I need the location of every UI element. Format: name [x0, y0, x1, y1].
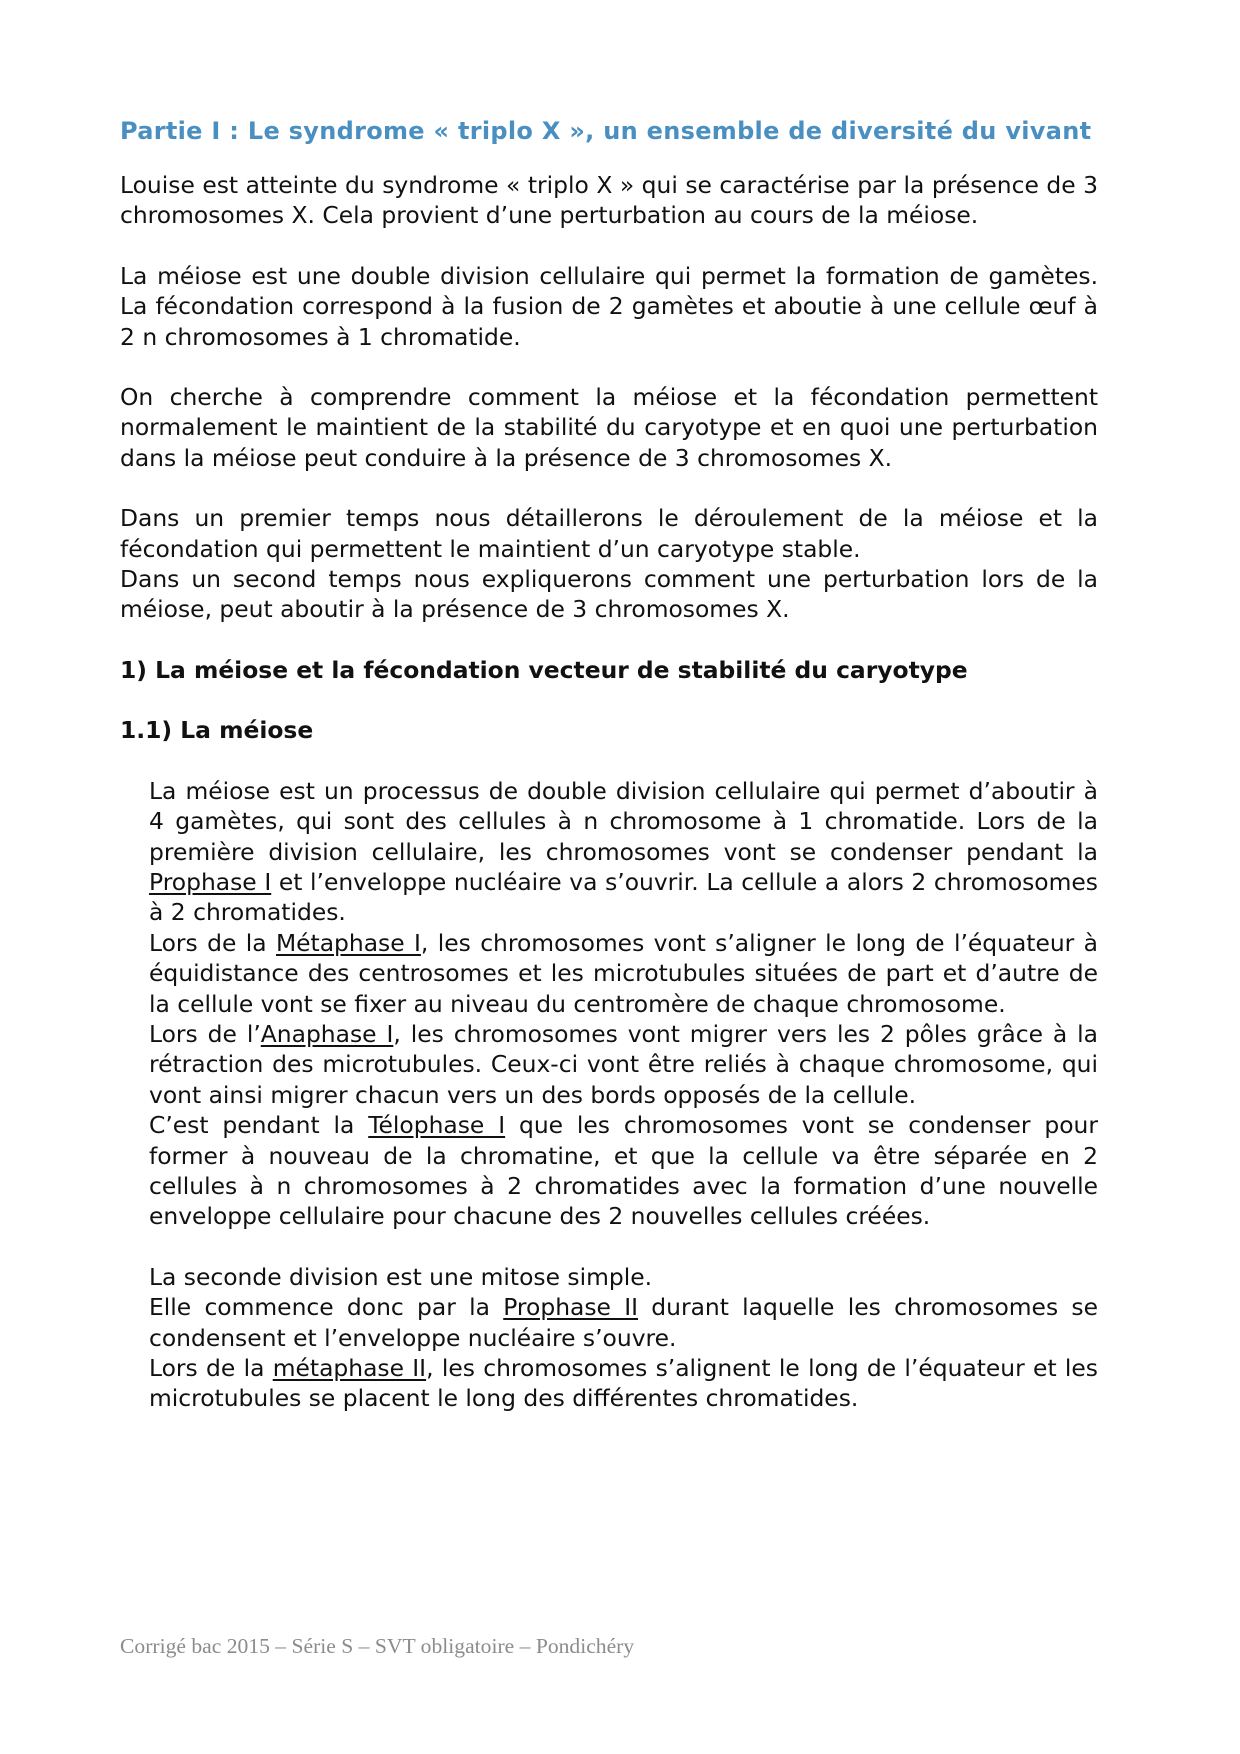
text-segment: et l’enveloppe nucléaire va s’ouvrir. La cellule a alors 2 chromosomes à 2 chromatides.: [149, 867, 1098, 927]
term-metaphase-1: Métaphase I: [275, 928, 421, 957]
text-segment: La méiose est un processus de double division cellulaire qui permet d’aboutir à 4 gamètes, qui sont des cellules à n chromosome à 1 chromatide. Lors de la première division cellulaire, les chromosomes vont se condenser pendant la: [149, 776, 1098, 866]
term-telophase-1: Télophase I: [368, 1111, 506, 1140]
intro-paragraph-3: On cherche à comprendre comment la méiose et la fécondation permettent normalement le maintient de la stabilité du caryotype et en quoi une perturbation dans la méiose peut conduire à la présence de 3 chromosomes X.: [120, 383, 1098, 472]
text-segment: , les chromosomes s’alignent le long de l’équateur et les microtubules se placent le long des différentes chromatides.: [149, 1354, 1098, 1413]
intro-paragraph-2: La méiose est une double division cellulaire qui permet la formation de gamètes. La fécondation correspond à la fusion de 2 gamètes et aboutie à une cellule œuf à 2 n chromosomes à 1 chromatide.: [120, 261, 1098, 351]
text-segment: Lors de l’: [149, 1019, 261, 1048]
intro-paragraph-1: Louise est atteinte du syndrome « triplo X » qui se caractérise par la présence de 3 chromosomes X. Cela provient d’une perturbation au cours de la méiose.: [120, 171, 1098, 230]
meiose-paragraph-prophase-2: [149, 1292, 1098, 1353]
page-footer: Corrigé bac 2015 – Série S – SVT obligatoire – Pondichéry: [120, 1634, 635, 1658]
text-segment: , les chromosomes vont s’aligner le long de l’équateur à équidistance des centrosomes et les microtubules situées de part et d’autre de la cellule vont se fixer au niveau du centromère de chaque chromosome.: [149, 928, 1098, 1018]
section-heading-1-1: 1.1) La méiose: [120, 716, 314, 745]
meiose-paragraph-metaphase-2: [149, 1353, 1098, 1414]
document-body: [120, 116, 1098, 1414]
meiose-paragraph-metaphase-1: [149, 928, 1098, 1019]
text-segment: que les chromosomes vont se condenser pour former à nouveau de la chromatine, et que la cellule va être séparée en 2 cellules à n chromosomes à 2 chromatides avec la formation d’une nouvelle enveloppe cellulaire pour chacune des 2 nouvelles cellules créées.: [149, 1111, 1098, 1231]
term-metaphase-2: métaphase II: [272, 1354, 427, 1382]
meiose-paragraph-second-division: La seconde division est une mitose simple.: [149, 1262, 653, 1291]
meiose-section: [120, 776, 1098, 1414]
text-segment: C’est pendant la: [149, 1111, 369, 1140]
text-segment: Lors de la: [149, 1354, 273, 1382]
plan-paragraph-1: Dans un premier temps nous détaillerons le déroulement de la méiose et la fécondation qui permettent le maintient d’un caryotype stable.: [120, 504, 1098, 563]
text-segment: durant laquelle les chromosomes se condensent et l’enveloppe nucléaire s’ouvre.: [149, 1293, 1098, 1352]
meiose-paragraph-anaphase-1: [149, 1019, 1098, 1110]
text-segment: Elle commence donc par la: [149, 1293, 504, 1322]
section-heading-1: 1) La méiose et la fécondation vecteur de stabilité du caryotype: [120, 655, 968, 684]
text-segment: , les chromosomes vont migrer vers les 2 pôles grâce à la rétraction des microtubules. Ceux-ci vont être reliés à chaque chromosome, qui vont ainsi migrer chacun vers un des bords opposés de la cellule.: [149, 1019, 1099, 1109]
plan-paragraph-2: Dans un second temps nous expliquerons comment une perturbation lors de la méiose, peut aboutir à la présence de 3 chromosomes X.: [120, 565, 1098, 624]
page-title: Partie I : Le syndrome « triplo X », un ensemble de diversité du vivant: [120, 117, 1092, 145]
term-anaphase-1: Anaphase I: [260, 1019, 394, 1048]
text-segment: Lors de la: [149, 928, 276, 957]
term-prophase-2: Prophase II: [503, 1293, 638, 1322]
meiose-paragraph-prophase-1: [149, 776, 1098, 928]
meiose-paragraph-telophase-1: [149, 1110, 1098, 1232]
term-prophase-1: Prophase I: [149, 867, 272, 896]
